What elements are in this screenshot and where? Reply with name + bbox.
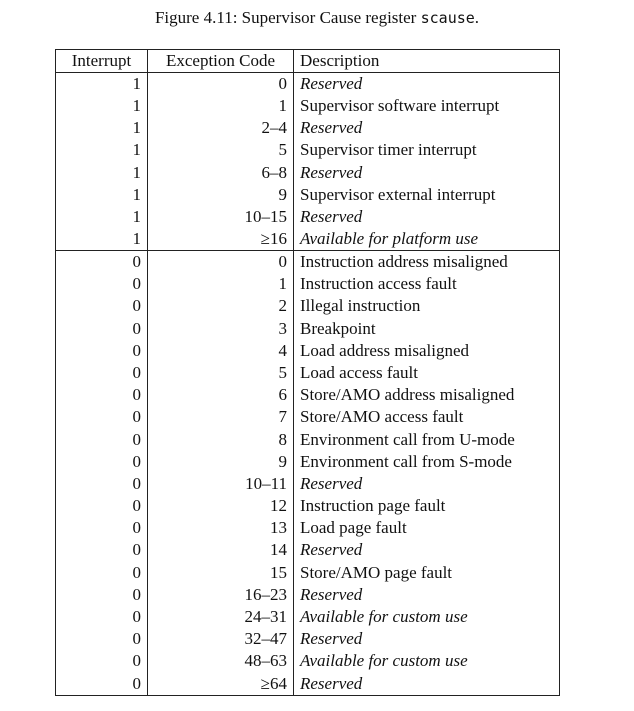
exception-code-cell: 1 [148, 95, 294, 117]
interrupt-cell: 0 [56, 495, 148, 517]
interrupt-cell: 0 [56, 562, 148, 584]
interrupt-cell: 0 [56, 428, 148, 450]
description-cell: Store/AMO address misaligned [294, 384, 560, 406]
description-cell: Load address misaligned [294, 340, 560, 362]
interrupt-cell: 0 [56, 539, 148, 561]
description-cell: Supervisor external interrupt [294, 184, 560, 206]
description-cell: Reserved [294, 539, 560, 561]
interrupt-cell: 1 [56, 228, 148, 251]
description-cell: Reserved [294, 73, 560, 96]
description-cell: Instruction address misaligned [294, 251, 560, 274]
exception-code-cell: 5 [148, 362, 294, 384]
header-exception-code: Exception Code [148, 50, 294, 73]
interrupt-cell: 0 [56, 251, 148, 274]
description-cell: Store/AMO page fault [294, 562, 560, 584]
caption-prefix: Figure 4.11: Supervisor Cause register [154, 8, 421, 27]
exception-code-cell: 6 [148, 384, 294, 406]
table-row [56, 384, 560, 406]
interrupt-cell: 0 [56, 628, 148, 650]
exception-code-cell: 16–23 [148, 584, 294, 606]
exception-code-cell: 13 [148, 517, 294, 539]
exception-code-cell: 6–8 [148, 162, 294, 184]
exception-code-cell: 10–15 [148, 206, 294, 228]
description-cell: Store/AMO access fault [294, 406, 560, 428]
interrupt-cell: 0 [56, 362, 148, 384]
table-row [56, 162, 560, 184]
exception-code-cell: 14 [148, 539, 294, 561]
exception-code-cell: 1 [148, 273, 294, 295]
exception-code-cell: 7 [148, 406, 294, 428]
table-row [56, 650, 560, 672]
exception-code-cell: 15 [148, 562, 294, 584]
table-row [56, 273, 560, 295]
table-row [56, 406, 560, 428]
description-cell: Load page fault [294, 517, 560, 539]
caption-register-name: scause [420, 9, 475, 27]
exception-code-cell: 12 [148, 495, 294, 517]
caption-suffix: . [474, 8, 480, 27]
exception-code-cell: 32–47 [148, 628, 294, 650]
description-cell: Load access fault [294, 362, 560, 384]
table-row [56, 473, 560, 495]
table-row [56, 251, 560, 274]
interrupt-cell: 1 [56, 139, 148, 161]
description-cell: Reserved [294, 628, 560, 650]
table-row [56, 606, 560, 628]
interrupt-cell: 1 [56, 162, 148, 184]
description-cell: Illegal instruction [294, 295, 560, 317]
table-row [56, 562, 560, 584]
interrupt-cell: 1 [56, 73, 148, 96]
description-cell: Reserved [294, 206, 560, 228]
description-cell: Reserved [294, 117, 560, 139]
exception-code-cell: 0 [148, 251, 294, 274]
table-row [56, 340, 560, 362]
table-row [56, 206, 560, 228]
exception-code-cell: 3 [148, 318, 294, 340]
table-row [56, 117, 560, 139]
scause-table [55, 49, 560, 696]
description-cell: Supervisor timer interrupt [294, 139, 560, 161]
description-cell: Reserved [294, 473, 560, 495]
table-header-row [56, 50, 560, 73]
description-cell: Breakpoint [294, 318, 560, 340]
exception-code-cell: 8 [148, 428, 294, 450]
table-row [56, 584, 560, 606]
interrupt-cell: 0 [56, 384, 148, 406]
interrupt-cell: 0 [56, 673, 148, 696]
table-body [56, 73, 560, 696]
interrupt-cell: 0 [56, 650, 148, 672]
header-interrupt: Interrupt [56, 50, 148, 73]
table-row [56, 451, 560, 473]
exception-code-cell: ≥16 [148, 228, 294, 251]
description-cell: Reserved [294, 584, 560, 606]
table-row [56, 184, 560, 206]
figure-caption [0, 8, 634, 28]
description-cell: Environment call from U-mode [294, 428, 560, 450]
exception-code-cell: 48–63 [148, 650, 294, 672]
exception-code-cell: 9 [148, 451, 294, 473]
interrupt-cell: 1 [56, 95, 148, 117]
table-row [56, 362, 560, 384]
table-row [56, 73, 560, 96]
interrupt-cell: 0 [56, 318, 148, 340]
exception-code-cell: 4 [148, 340, 294, 362]
exception-code-cell: ≥64 [148, 673, 294, 696]
interrupt-cell: 0 [56, 273, 148, 295]
interrupt-cell: 0 [56, 340, 148, 362]
interrupt-cell: 0 [56, 473, 148, 495]
interrupt-cell: 0 [56, 606, 148, 628]
description-cell: Instruction access fault [294, 273, 560, 295]
table-row [56, 228, 560, 251]
interrupt-cell: 0 [56, 584, 148, 606]
table-row [56, 673, 560, 696]
description-cell: Instruction page fault [294, 495, 560, 517]
table-row [56, 517, 560, 539]
table-row [56, 139, 560, 161]
exception-code-cell: 2–4 [148, 117, 294, 139]
interrupt-cell: 0 [56, 295, 148, 317]
table-row [56, 95, 560, 117]
description-cell: Supervisor software interrupt [294, 95, 560, 117]
table-row [56, 295, 560, 317]
description-cell: Reserved [294, 162, 560, 184]
interrupt-cell: 0 [56, 406, 148, 428]
interrupt-cell: 1 [56, 184, 148, 206]
table-row [56, 628, 560, 650]
interrupt-cell: 0 [56, 451, 148, 473]
description-cell: Reserved [294, 673, 560, 696]
table-row [56, 318, 560, 340]
exception-code-cell: 0 [148, 73, 294, 96]
description-cell: Environment call from S-mode [294, 451, 560, 473]
description-cell: Available for platform use [294, 228, 560, 251]
exception-code-cell: 9 [148, 184, 294, 206]
table-row [56, 495, 560, 517]
exception-code-cell: 2 [148, 295, 294, 317]
description-cell: Available for custom use [294, 650, 560, 672]
interrupt-cell: 1 [56, 117, 148, 139]
exception-code-cell: 5 [148, 139, 294, 161]
table-row [56, 539, 560, 561]
header-description: Description [294, 50, 560, 73]
description-cell: Available for custom use [294, 606, 560, 628]
interrupt-cell: 0 [56, 517, 148, 539]
interrupt-cell: 1 [56, 206, 148, 228]
table-row [56, 428, 560, 450]
exception-code-cell: 24–31 [148, 606, 294, 628]
exception-code-cell: 10–11 [148, 473, 294, 495]
